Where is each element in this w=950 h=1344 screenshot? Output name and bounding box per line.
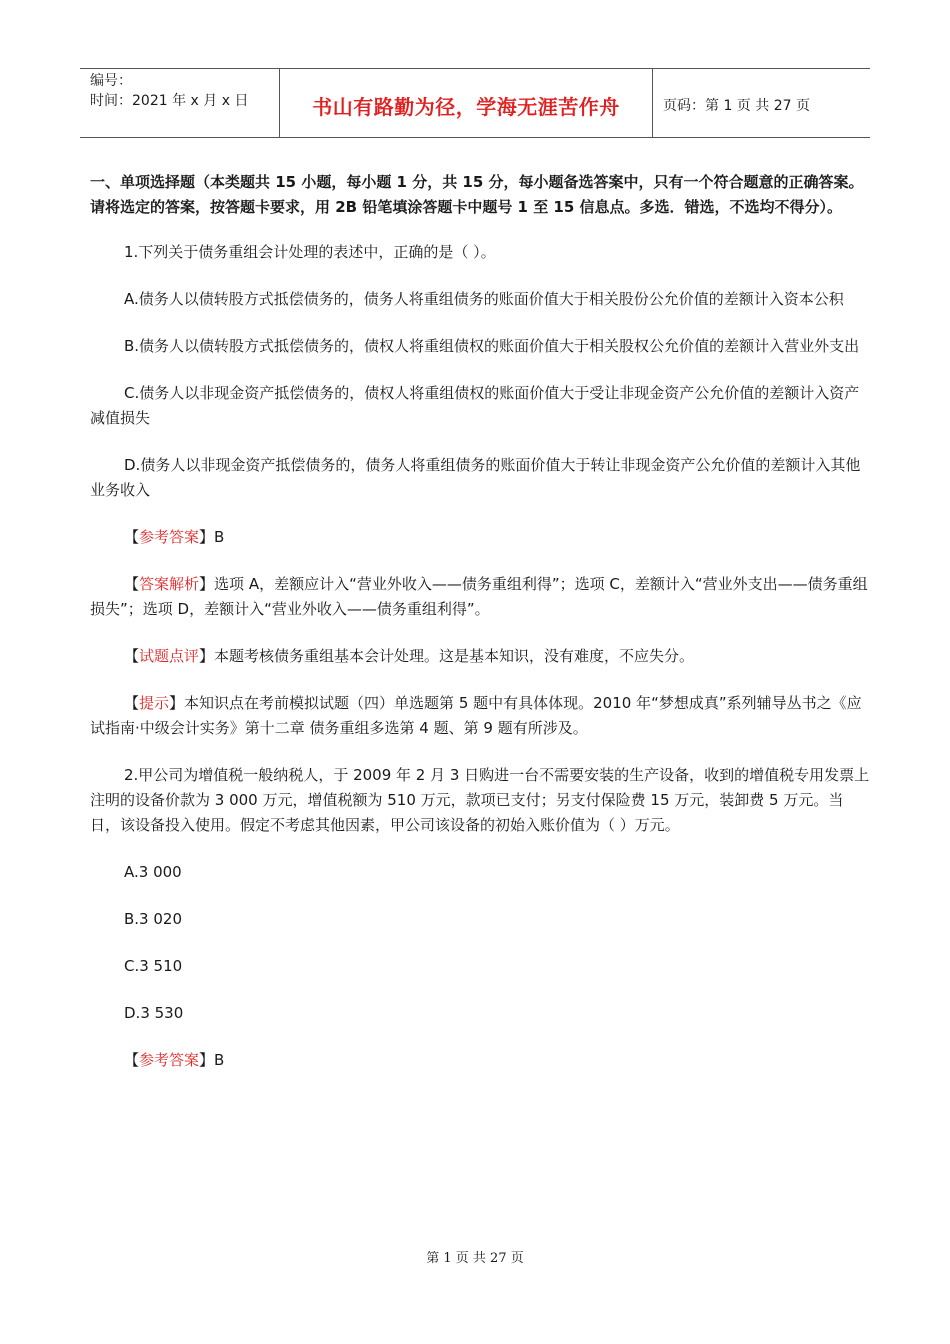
section-title: 一、单项选择题（本类题共 15 小题，每小题 1 分，共 15 分，每小题备选答案中，只有一个符合题意的正确答案。请将选定的答案，按答题卡要求，用 2B 铅笔填涂答题卡中题号 1 至 15 信息点。多选．错选，不选均不得分）。 <box>90 173 864 216</box>
question-1-stem: 1.下列关于债务重组会计处理的表述中，正确的是（ ）。 <box>124 243 496 261</box>
analysis-tag: 答案解析 <box>139 575 200 593</box>
question-1-comment: 【试题点评】本题考核债务重组基本会计处理。这是基本知识，没有难度，不应失分。 <box>124 647 695 665</box>
hint-text: 本知识点在考前模拟试题（四）单选题第 5 题中有具体体现。2010 年“梦想成真”系列辅导丛书之《应试指南·中级会计实务》第十二章 债务重组多选第 4 题、第 9 题有所涉及。 <box>90 694 862 737</box>
document-header <box>80 68 870 138</box>
analysis-text: 选项 A，差额应计入“营业外收入——债务重组利得”；选项 C，差额计入“营业外支出——债务重组损失”；选项 D，差额计入“营业外收入——债务重组利得”。 <box>90 575 868 618</box>
time-label: 时间：2021 年 x 月 x 日 <box>90 93 249 109</box>
answer-value: B <box>214 1051 225 1069</box>
header-motto: 书山有路勤为径，学海无涯苦作舟 <box>280 69 653 137</box>
question-2-option-c: C.3 510 <box>124 957 183 975</box>
document-body <box>90 170 870 1095</box>
question-1-option-c: C.债务人以非现金资产抵偿债务的，债权人将重组债权的账面价值大于受让非现金资产公允价值的差额计入资产减值损失 <box>90 384 860 427</box>
answer-tag: 参考答案 <box>139 528 200 546</box>
page-footer <box>0 1247 950 1266</box>
hint-tag: 提示 <box>139 694 170 712</box>
question-2-answer: 【参考答案】B <box>124 1051 225 1069</box>
number-label: 编号： <box>90 73 132 89</box>
question-2-option-a: A.3 000 <box>124 863 182 881</box>
answer-tag: 参考答案 <box>139 1051 200 1069</box>
question-1-answer: 【参考答案】B <box>124 528 225 546</box>
question-2-option-b: B.3 020 <box>124 910 183 928</box>
comment-tag: 试题点评 <box>139 647 200 665</box>
question-1-analysis: 【答案解析】选项 A，差额应计入“营业外收入——债务重组利得”；选项 C，差额计入“营业外支出——债务重组损失”；选项 D，差额计入“营业外收入——债务重组利得”。 <box>90 575 868 618</box>
answer-value: B <box>214 528 225 546</box>
question-1-option-b: B.债务人以债转股方式抵偿债务的，债权人将重组债权的账面价值大于相关股权公允价值的差额计入营业外支出 <box>124 337 860 355</box>
question-1-hint: 【提示】本知识点在考前模拟试题（四）单选题第 5 题中有具体体现。2010 年“梦想成真”系列辅导丛书之《应试指南·中级会计实务》第十二章 债务重组多选第 4 题、第 9 题有所涉及。 <box>90 694 862 737</box>
question-2-stem: 2.甲公司为增值税一般纳税人，于 2009 年 2 月 3 日购进一台不需要安装的生产设备，收到的增值税专用发票上注明的设备价款为 3 000 万元，增值税额为 510 万元，款项已支付；另支付保险费 15 万元，装卸费 5 万元。当日，该设备投入使用。假定不考虑其他因素，甲公司该设备的初始入账价值为（ ）万元。 <box>90 766 870 834</box>
footer-page-number: 第 1 页 共 27 页 <box>426 1251 524 1266</box>
question-2-option-d: D.3 530 <box>124 1004 184 1022</box>
comment-text: 本题考核债务重组基本会计处理。这是基本知识，没有难度，不应失分。 <box>214 647 695 665</box>
header-meta <box>80 69 280 137</box>
question-1-option-a: A.债务人以债转股方式抵偿债务的，债务人将重组债务的账面价值大于相关股份公允价值的差额计入资本公积 <box>124 290 844 308</box>
question-1-option-d: D.债务人以非现金资产抵偿债务的，债务人将重组债务的账面价值大于转让非现金资产公允价值的差额计入其他业务收入 <box>90 456 861 499</box>
header-page-info: 页码：第 1 页 共 27 页 <box>663 98 810 114</box>
